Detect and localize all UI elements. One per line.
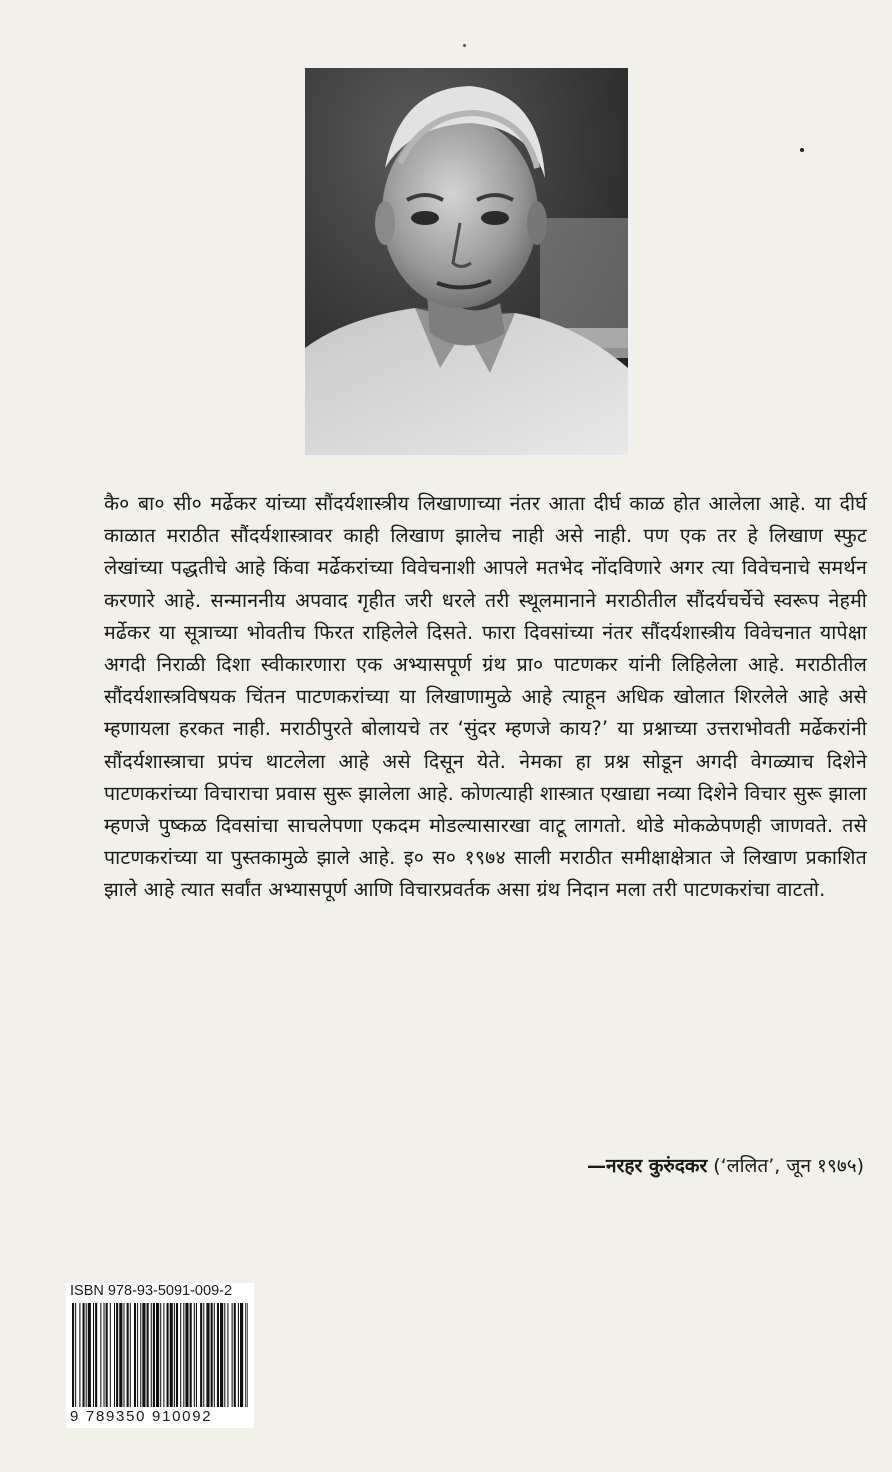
barcode-stripe [170,1303,173,1407]
barcode-stripe [245,1303,246,1407]
barcode-stripe [163,1303,164,1407]
isbn-label: ISBN 978-93-5091-009-2 [70,1283,233,1299]
barcode-stripe [224,1303,225,1407]
barcode-digits: 9 789350 910092 [70,1408,213,1425]
barcode-stripe [134,1303,136,1407]
barcode-stripe [110,1303,111,1407]
barcode-stripe [174,1303,175,1407]
barcode-stripe [140,1303,141,1407]
review-attribution [587,1152,864,1178]
barcode-stripe [106,1303,108,1407]
barcode-stripe [88,1303,91,1407]
barcode-stripe [211,1303,213,1407]
barcode-stripe [130,1303,131,1407]
barcode-stripe [75,1303,76,1407]
barcode-stripe [123,1303,124,1407]
barcode-stripe [114,1303,115,1407]
barcode-stripe [156,1303,159,1407]
barcode-stripe [227,1303,228,1407]
barcode-stripe [180,1303,181,1407]
barcode-stripe [190,1303,192,1407]
portrait-photo-icon [305,68,628,455]
barcode-stripe [100,1303,101,1407]
review-blurb [104,488,867,907]
barcode-stripe [194,1303,195,1407]
print-speck [800,148,804,152]
barcode-stripe [234,1303,236,1407]
barcode-stripe [167,1303,169,1407]
barcode-stripe [119,1303,122,1407]
barcode-stripe [151,1303,152,1407]
barcode-stripe [185,1303,188,1407]
barcode-stripe [93,1303,94,1407]
barcode-stripe [206,1303,209,1407]
author-photo [305,68,628,455]
barcode-stripe [200,1303,202,1407]
print-speck [463,44,466,47]
barcode-stripe [153,1303,155,1407]
barcode-stripe [196,1303,197,1407]
barcode-stripe [83,1303,85,1407]
barcode-stripe [72,1303,74,1407]
barcode-stripe [127,1303,129,1407]
barcode-icon [72,1303,248,1407]
barcode-stripe [116,1303,118,1407]
barcode-stripe [247,1303,248,1407]
barcode-stripe [238,1303,239,1407]
barcode-stripe [137,1303,138,1407]
barcode-stripe [104,1303,105,1407]
barcode-stripe [95,1303,97,1407]
blurb-paragraph: कै० बा० सी० मर्ढेकर यांच्या सौंदर्यशास्त्रीय लिखाणाच्या नंतर आता दीर्घ काळ होत आलेला आहे. या दीर्घ काळात मराठीत सौंदर्यशास्त्रावर काही लिखाण झालेच नाही असे नाही. पण एक तर हे लिखाण स्फुट लेखांच्या पद्धतीचे आहे किंवा मर्ढेकरांच्या विवेचनाशी आपले मतभेद नोंदविणारे अगर त्या विवेचनाचे समर्थन करणारे आहे. सन्माननीय अपवाद गृहीत जरी धरले तरी स्थूलमानाने मराठीतील सौंदर्यचर्चेचे स्वरूप नेहमी मर्ढेकर या सूत्राच्या भोवतीच फिरत राहिलेले दिसते. फारा दिवसांच्या नंतर सौंदर्यशास्त्रीय विवेचनात यापेक्षा अगदी निराळी दिशा स्वीकारणारा एक अभ्यासपूर्ण ग्रंथ प्रा० पाटणकर यांनी लिहिलेला आहे. मराठीतील सौंदर्यशास्त्रविषयक चिंतन पाटणकरांच्या या लिखाणामुळे आहे त्याहून अधिक खोलात शिरलेले आहे असे म्हणायला हरकत नाही. मराठीपुरते बोलायचे तर ‘सुंदर म्हणजे काय?’ या प्रश्नाच्या उत्तराभोवती मर्ढेकरांनी सौंदर्यशास्त्राचा प्रपंच थाटलेला आहे असे दिसून येते. नेमका हा प्रश्न सोडून अगदी वेगळ्याच दिशेने पाटणकरांच्या विचाराचा प्रवास सुरू झालेला आहे. कोणत्याही शास्त्रात एखाद्या नव्या दिशेने विचार सुरू झाला म्हणजे पुष्कळ दिवसांचा साचलेपणा एकदम मोडल्यासारखा वाटू लागतो. थोडे मोकळेपणही जाणवते. तसे पाटणकरांच्या या पुस्तकामुळे झाले आहे. इ० स० १९७४ साली मराठीत समीक्षाक्षेत्रात जे लिखाण प्रकाशित झाले आहे त्यात सर्वांत अभ्यासपूर्ण आणि विचारप्रवर्तक असा ग्रंथ निदान मला तरी पाटणकरांचा वाटतो. [104,492,867,902]
isbn-barcode [66,1283,254,1428]
barcode-stripe [203,1303,204,1407]
barcode-stripe [142,1303,145,1407]
barcode-stripe [214,1303,215,1407]
barcode-stripe [160,1303,161,1407]
barcode-stripe [220,1303,223,1407]
barcode-stripe [79,1303,80,1407]
attribution-author: —नरहर कुरुंदकर [587,1155,708,1177]
barcode-stripe [86,1303,87,1407]
barcode-stripe [217,1303,219,1407]
barcode-stripe [147,1303,149,1407]
attribution-source: (‘ललित’, जून १९७५) [707,1155,864,1177]
barcode-stripe [232,1303,233,1407]
barcode-stripe [176,1303,178,1407]
barcode-stripe [183,1303,184,1407]
barcode-stripe [240,1303,243,1407]
